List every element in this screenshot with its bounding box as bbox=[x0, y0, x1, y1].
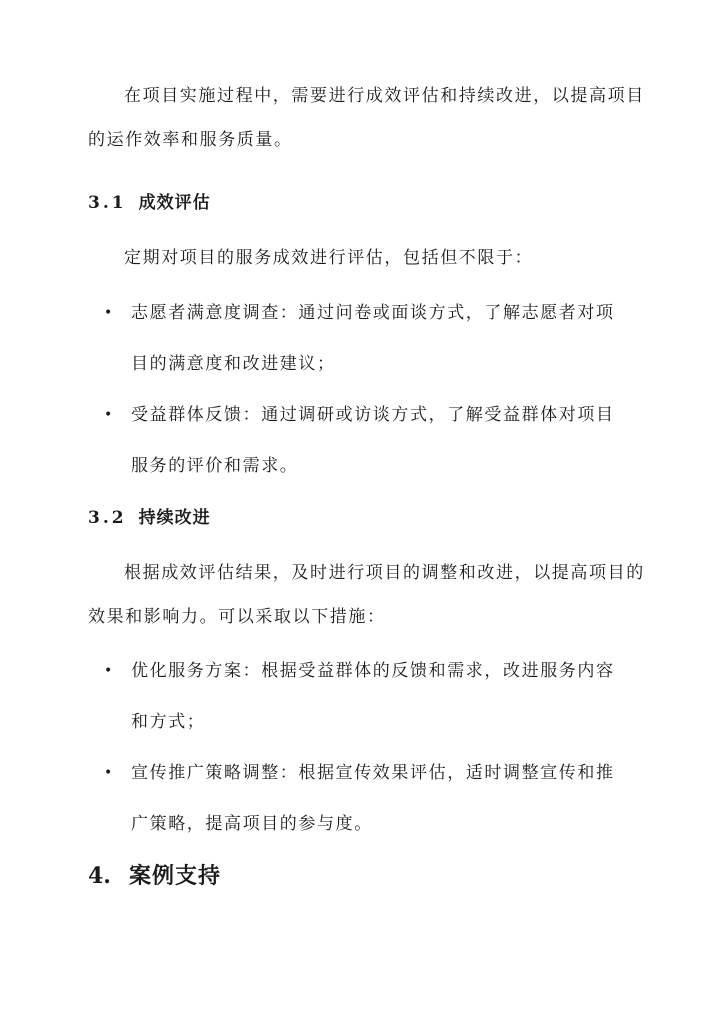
bullet-icon: • bbox=[104, 765, 114, 781]
section-4-number: 4. bbox=[88, 863, 111, 889]
section-3-1-heading bbox=[88, 188, 211, 213]
list-item-text: 宣传推广策略调整：根据宣传效果评估，适时调整宣传和推广策略，提高项目的参与度。 bbox=[131, 763, 615, 834]
intro-paragraph bbox=[88, 74, 648, 162]
section-3-2-number: 3.2 bbox=[88, 508, 127, 528]
section-3-2-heading bbox=[88, 503, 211, 528]
list-item bbox=[104, 288, 624, 390]
section-4-heading bbox=[88, 859, 221, 890]
list-item-text: 志愿者满意度调查：通过问卷或面谈方式，了解志愿者对项目的满意度和改进建议； bbox=[131, 303, 615, 374]
bullet-icon: • bbox=[104, 305, 114, 321]
section-3-1-lead bbox=[88, 236, 648, 280]
section-4-title: 案例支持 bbox=[128, 863, 221, 889]
list-item-text: 优化服务方案：根据受益群体的反馈和需求，改进服务内容和方式； bbox=[131, 661, 615, 732]
bullet-icon: • bbox=[104, 663, 114, 679]
list-item bbox=[104, 748, 624, 850]
section-3-1-title: 成效评估 bbox=[138, 193, 211, 213]
list-item bbox=[104, 646, 624, 748]
section-3-2-lead bbox=[88, 551, 648, 639]
section-3-2-lead-text: 根据成效评估结果，及时进行项目的调整和改进，以提高项目的效果和影响力。可以采取以下措施： bbox=[88, 563, 645, 627]
list-item bbox=[104, 390, 624, 492]
section-3-2-title: 持续改进 bbox=[138, 508, 211, 528]
section-3-1-lead-text: 定期对项目的服务成效进行评估，包括但不限于： bbox=[124, 248, 534, 268]
bullet-icon: • bbox=[104, 407, 114, 423]
section-3-1-number: 3.1 bbox=[88, 193, 127, 213]
intro-text: 在项目实施过程中，需要进行成效评估和持续改进，以提高项目的运作效率和服务质量。 bbox=[88, 86, 645, 150]
list-item-text: 受益群体反馈：通过调研或访谈方式，了解受益群体对项目服务的评价和需求。 bbox=[131, 405, 615, 476]
